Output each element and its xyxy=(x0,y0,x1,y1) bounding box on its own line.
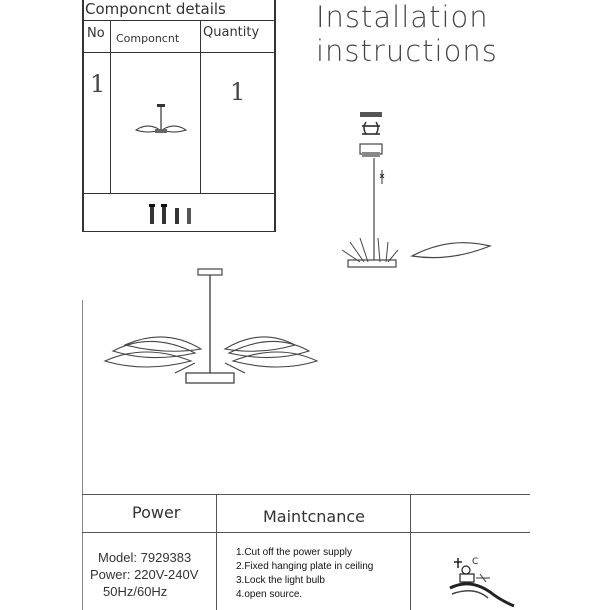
bottom-col-divider-1 xyxy=(216,494,217,610)
chandelier-base-icon xyxy=(186,373,234,383)
table-right-border xyxy=(274,0,276,232)
maintenance-step-4: 4.open source. xyxy=(236,589,303,600)
installation-title-line1: Installation xyxy=(316,0,489,34)
row-quantity: 1 xyxy=(230,78,246,106)
table-left-border xyxy=(82,0,84,232)
row-number: 1 xyxy=(90,70,106,98)
maintenance-step-3: 3.Lock the light bulb xyxy=(236,575,325,586)
bottom-top-rule xyxy=(82,494,530,495)
bottom-header-rule xyxy=(82,532,530,533)
power-text: Power: 220V-240V xyxy=(90,567,199,582)
maintenance-header: Maintcnance xyxy=(263,507,365,526)
chandelier-leaves-icon xyxy=(105,337,317,373)
table-bottom-border xyxy=(82,231,276,232)
table-title-divider xyxy=(82,20,276,21)
table-col-divider-1 xyxy=(110,21,111,193)
power-header: Power xyxy=(132,503,181,522)
chandelier-canopy-icon xyxy=(198,269,222,275)
table-title: Componcnt details xyxy=(85,0,226,18)
col-header-component: Componcnt xyxy=(116,32,180,45)
svg-text:C: C xyxy=(472,557,479,567)
screws-icon xyxy=(145,202,205,226)
chandelier-drawing xyxy=(95,265,325,395)
col-header-no: No xyxy=(87,26,105,41)
table-col-divider-2 xyxy=(200,21,201,193)
col-header-quantity: Quantity xyxy=(203,25,260,40)
wiring-connector-icon xyxy=(440,548,520,610)
table-header-divider xyxy=(82,52,276,53)
model-text: Model: 7929383 xyxy=(98,550,192,565)
frequency-text: 50Hz/60Hz xyxy=(103,584,168,599)
maintenance-step-1: 1.Cut off the power supply xyxy=(236,547,352,558)
installation-title-line2: instructions xyxy=(316,34,498,68)
table-row-divider xyxy=(82,193,276,194)
bottom-col-divider-2 xyxy=(410,494,411,610)
maintenance-step-2: 2.Fixed hanging plate in ceiling xyxy=(236,561,374,572)
chandelier-thumbnail-icon xyxy=(130,102,192,142)
page-left-rule xyxy=(82,300,83,610)
detached-leaf-icon xyxy=(412,243,490,258)
installation-diagram xyxy=(330,100,510,280)
ceiling-plate-icon xyxy=(360,112,382,117)
